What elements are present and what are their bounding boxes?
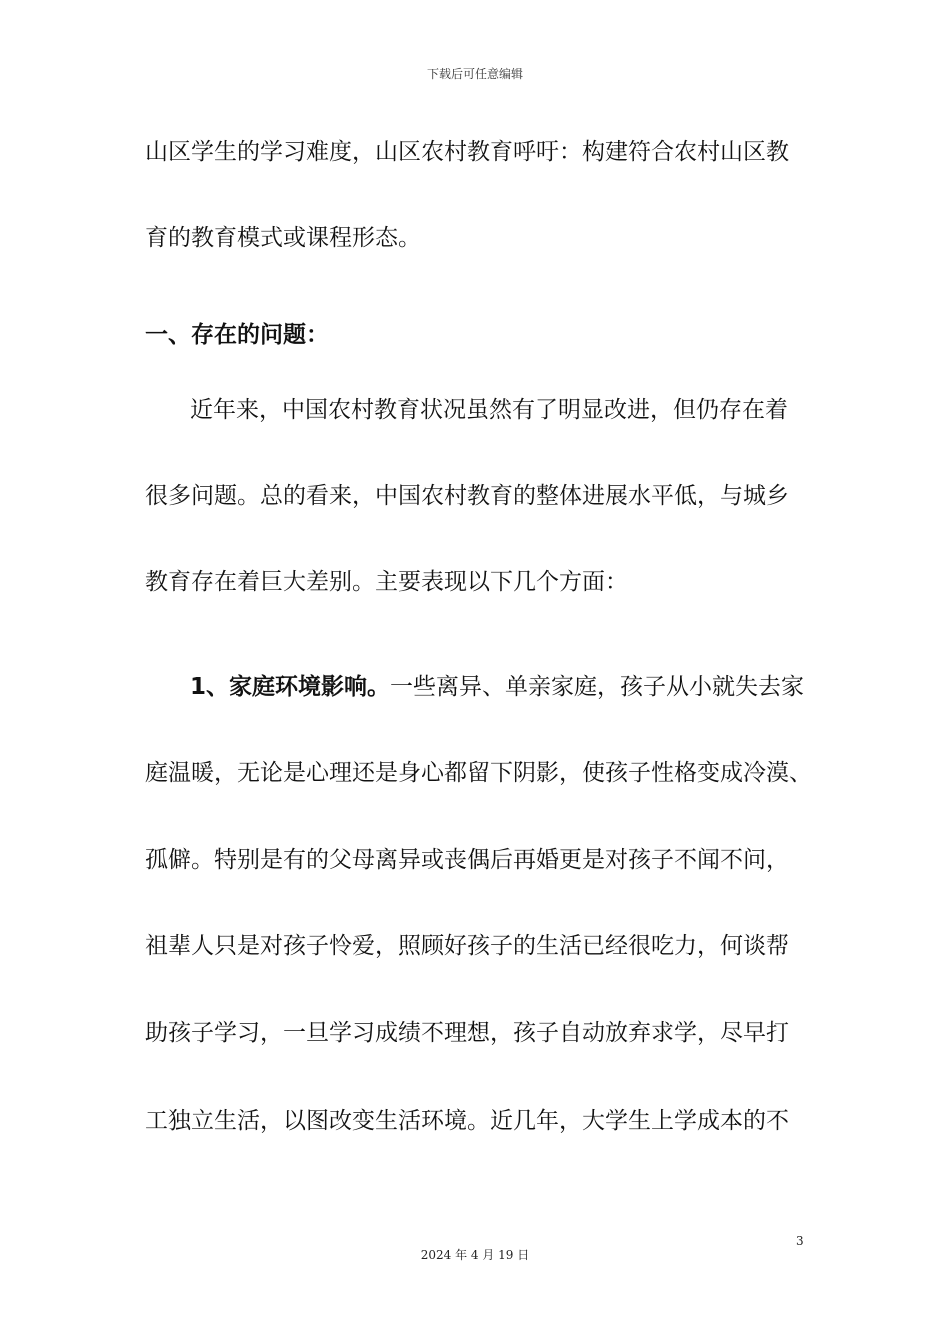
section-heading: 一、存在的问题： (145, 322, 329, 348)
page-header: 下载后可任意编辑 (426, 67, 523, 81)
footer-date: 2024 年 4 月 19 日 (420, 1248, 530, 1262)
body-line-5: 教育存在着巨大差别。主要表现以下几个方面： (145, 569, 628, 595)
body-line-10: 助孩子学习，一旦学习成绩不理想，孩子自动放弃求学，尽早打 (145, 1020, 789, 1046)
body-line-6 (190, 672, 804, 702)
body-line-11: 工独立生活，以图改变生活环境。近几年，大学生上学成本的不 (145, 1108, 789, 1134)
body-line-6-text: 一些离异、单亲家庭，孩子从小就失去家 (390, 674, 805, 700)
subheading-family-environment: 1、家庭环境影响。 (190, 674, 391, 700)
body-line-4: 很多问题。总的看来，中国农村教育的整体进展水平低，与城乡 (145, 483, 789, 509)
body-line-2: 育的教育模式或课程形态。 (145, 225, 421, 251)
page-number: 3 (796, 1234, 804, 1248)
body-line-9: 祖辈人只是对孩子怜爱，照顾好孩子的生活已经很吃力，何谈帮 (145, 933, 789, 959)
body-line-8: 孤僻。特别是有的父母离异或丧偶后再婚更是对孩子不闻不问， (145, 847, 789, 873)
body-line-1: 山区学生的学习难度，山区农村教育呼吁：构建符合农村山区教 (145, 139, 789, 165)
body-line-3: 近年来，中国农村教育状况虽然有了明显改进，但仍存在着 (190, 397, 788, 423)
body-line-7: 庭温暖，无论是心理还是身心都留下阴影，使孩子性格变成冷漠、 (145, 760, 812, 786)
